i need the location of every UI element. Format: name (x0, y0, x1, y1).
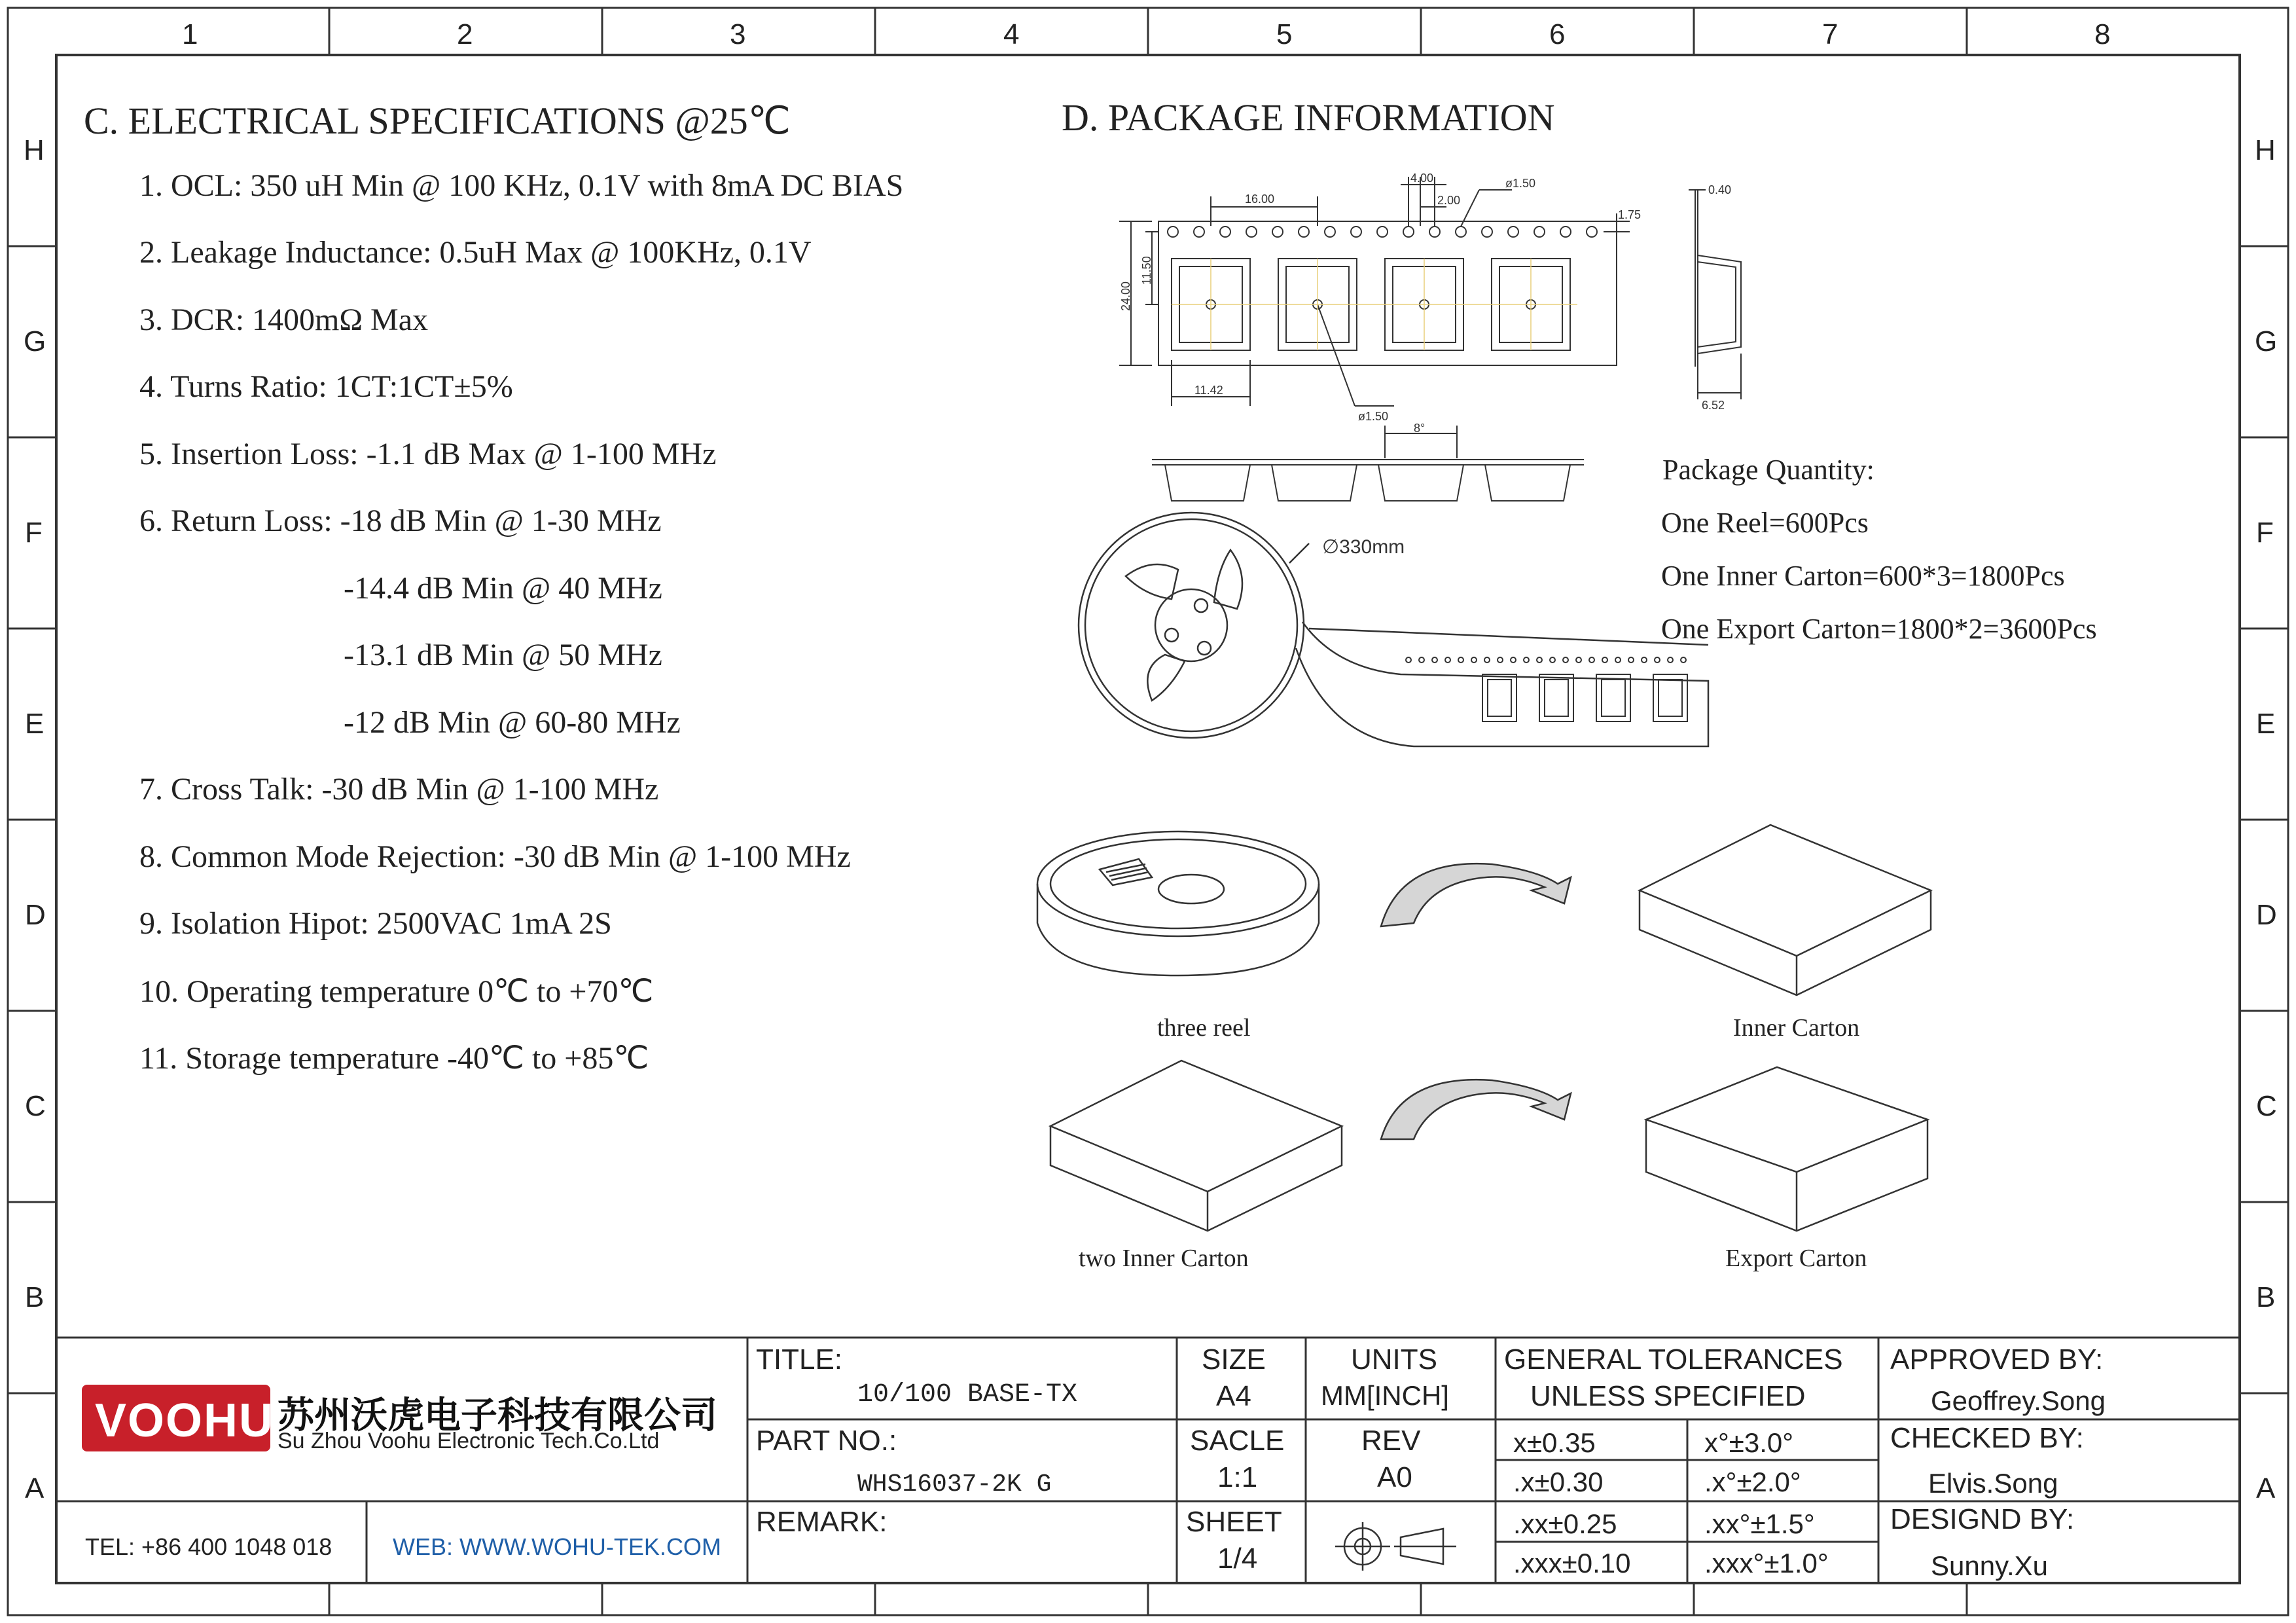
logo-text: VOOHU (95, 1395, 275, 1447)
tolerance-angular: .xxx°±1.0° (1704, 1548, 1829, 1578)
row-label: H (2255, 134, 2276, 166)
tolerance-angular: .xx°±1.5° (1704, 1508, 1815, 1539)
remark-label: REMARK: (756, 1506, 888, 1538)
size-value: A4 (1216, 1380, 1251, 1412)
column-label: 4 (1003, 18, 1020, 50)
approved-value: Geoffrey.Song (1931, 1385, 2106, 1416)
spec-item: 3. DCR: 1400mΩ Max (139, 302, 429, 337)
title-value: 10/100 BASE-TX (857, 1380, 1078, 1410)
column-label: 7 (1822, 18, 1839, 50)
spec-item: 7. Cross Talk: -30 dB Min @ 1-100 MHz (139, 772, 659, 807)
spec-item: 8. Common Mode Rejection: -30 dB Min @ 1-100 MHz (139, 839, 851, 874)
section-title-electrical: C. ELECTRICAL SPECIFICATIONS @25℃ (84, 100, 791, 142)
dim-1150: 11.50 (1140, 256, 1153, 285)
spec-item: -13.1 dB Min @ 50 MHz (344, 638, 662, 672)
spec-item: 11. Storage temperature -40℃ to +85℃ (139, 1041, 649, 1076)
quantity-line: One Inner Carton=600*3=1800Pcs (1661, 560, 2065, 592)
title-label: TITLE: (756, 1343, 843, 1376)
dim-reel: ∅330mm (1322, 536, 1405, 558)
quantity-title: Package Quantity: (1662, 454, 1874, 486)
sheet-value: 1/4 (1217, 1542, 1258, 1575)
dim-1142: 11.42 (1194, 384, 1223, 397)
quantity-line: One Export Carton=1800*2=3600Pcs (1661, 613, 2097, 645)
section-title-package: D. PACKAGE INFORMATION (1062, 96, 1555, 139)
row-label: E (2256, 708, 2276, 740)
checked-label: CHECKED BY: (1890, 1422, 2084, 1454)
row-label: H (24, 134, 45, 166)
tolerance-linear: x±0.35 (1513, 1427, 1596, 1458)
row-label: F (2256, 517, 2274, 549)
units-label: UNITS (1351, 1343, 1437, 1376)
row-label: C (25, 1090, 46, 1122)
row-label: B (2256, 1281, 2276, 1313)
spec-item: 10. Operating temperature 0℃ to +70℃ (139, 974, 654, 1009)
caption-export-carton: Export Carton (1725, 1245, 1867, 1272)
dim-040: 0.40 (1708, 183, 1732, 196)
approved-label: APPROVED BY: (1890, 1343, 2104, 1376)
dim-2: 2.00 (1437, 194, 1461, 207)
column-label: 6 (1549, 18, 1566, 50)
column-label: 1 (182, 18, 198, 50)
row-label: E (25, 708, 45, 740)
rev-label: REV (1361, 1425, 1421, 1457)
website-link[interactable]: WEB: WWW.WOHU-TEK.COM (393, 1533, 721, 1560)
spec-item: -12 dB Min @ 60-80 MHz (344, 705, 681, 740)
caption-three-reel: three reel (1157, 1014, 1251, 1042)
dim-16: 16.00 (1245, 192, 1275, 206)
row-label: A (2256, 1472, 2276, 1504)
company-name-cn: 苏州沃虎电子科技有限公司 (278, 1395, 717, 1436)
projection-symbol (1335, 1522, 1456, 1571)
column-label: 5 (1276, 18, 1293, 50)
row-label: G (2255, 325, 2278, 357)
tolerance-linear: .xx±0.25 (1513, 1508, 1617, 1539)
spec-item: -14.4 dB Min @ 40 MHz (344, 571, 662, 606)
dim-175: 1.75 (1618, 208, 1641, 221)
scale-label: SACLE (1190, 1425, 1285, 1457)
caption-inner-carton: Inner Carton (1733, 1014, 1860, 1042)
column-label: 8 (2094, 18, 2111, 50)
column-label: 3 (730, 18, 746, 50)
dim-652: 6.52 (1702, 399, 1725, 412)
spec-item: 1. OCL: 350 uH Min @ 100 KHz, 0.1V with 8mA DC BIAS (139, 168, 904, 203)
units-value: MM[INCH] (1321, 1380, 1449, 1411)
dim-angle: 8° (1414, 422, 1426, 435)
spec-item: 5. Insertion Loss: -1.1 dB Max @ 1-100 MHz (139, 437, 717, 471)
spec-item: 2. Leakage Inductance: 0.5uH Max @ 100KHz, 0.1V (139, 235, 812, 270)
row-label: C (2256, 1090, 2277, 1122)
dim-hole: ø1.50 (1505, 177, 1536, 190)
company-name-en: Su Zhou Voohu Electronic Tech.Co.Ltd (278, 1429, 660, 1453)
spec-item: 9. Isolation Hipot: 2500VAC 1mA 2S (139, 906, 612, 941)
row-label: G (24, 325, 46, 357)
spec-item: 4. Turns Ratio: 1CT:1CT±5% (139, 369, 513, 404)
row-label: D (25, 899, 46, 931)
row-label: F (25, 517, 43, 549)
tolerances-subtitle: UNLESS SPECIFIED (1530, 1380, 1806, 1412)
tolerance-angular: x°±3.0° (1704, 1427, 1794, 1458)
row-label: B (25, 1281, 45, 1313)
checked-value: Elvis.Song (1928, 1468, 2058, 1499)
tolerance-linear: .xxx±0.10 (1513, 1548, 1631, 1578)
row-label: D (2256, 899, 2277, 931)
dim-hole-2: ø1.50 (1358, 410, 1389, 423)
row-label: A (25, 1472, 45, 1504)
rev-value: A0 (1377, 1461, 1412, 1493)
sheet-label: SHEET (1186, 1506, 1282, 1538)
dim-24: 24.00 (1119, 281, 1132, 311)
tolerance-linear: .x±0.30 (1513, 1467, 1604, 1497)
tolerance-angular: .x°±2.0° (1704, 1467, 1801, 1497)
dim-4: 4.00 (1410, 172, 1434, 185)
size-label: SIZE (1202, 1343, 1266, 1376)
column-label: 2 (457, 18, 473, 50)
spec-item: 6. Return Loss: -18 dB Min @ 1-30 MHz (139, 503, 662, 538)
part-value: WHS16037-2K G (857, 1470, 1052, 1499)
quantity-line: One Reel=600Pcs (1661, 507, 1869, 539)
scale-value: 1:1 (1217, 1461, 1258, 1493)
caption-two-inner-carton: two Inner Carton (1079, 1245, 1249, 1272)
part-label: PART NO.: (756, 1425, 897, 1457)
company-logo (82, 1385, 275, 1451)
designed-value: Sunny.Xu (1931, 1550, 2049, 1581)
tolerances-title: GENERAL TOLERANCES (1504, 1343, 1843, 1376)
tel: TEL: +86 400 1048 018 (85, 1533, 332, 1560)
designed-label: DESIGND BY: (1890, 1503, 2075, 1535)
